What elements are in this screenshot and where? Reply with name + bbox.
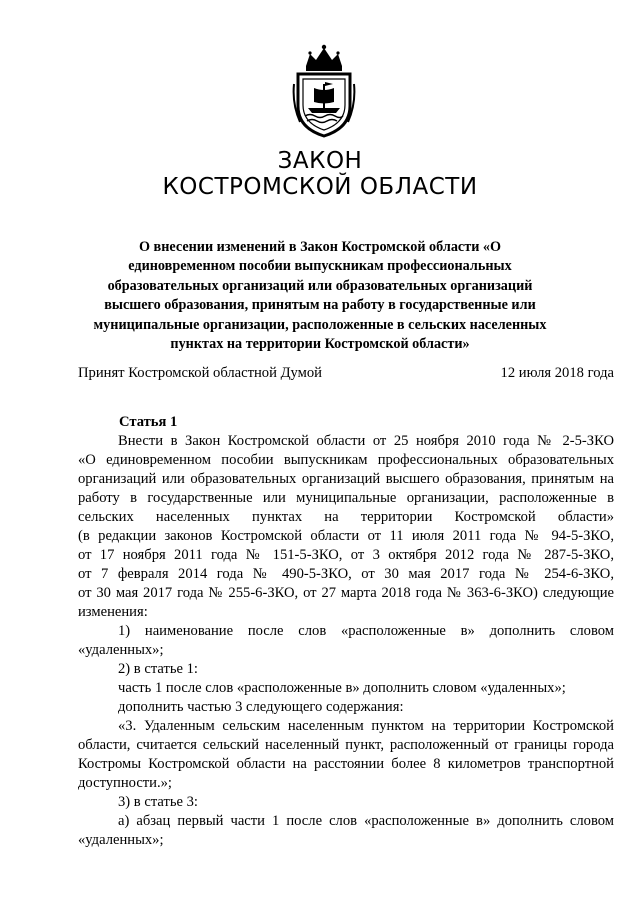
article-line: от 7 февраля 2014 года № 490-5-ЗКО, от 30 мая 2017 года № 254-6-ЗКО, [78,566,614,582]
item-2-quote-line: Костромы Костромской области на расстоянии более 8 километров транспортной [78,756,614,772]
region-title: КОСТРОМСКОЙ ОБЛАСТИ [162,174,478,200]
law-heading: О внесении изменений в Закон Костромской области «О единовременном пособии выпускникам профессиональных образовательных организаций или образовательных организаций высшего образования, принятым на работу в государственные или муниципальные организации, расположенные в сельских населенных пунктах на территории Костромской области» [93,239,547,353]
item-2-part-3-intro: дополнить частью 3 следующего содержания: [118,699,404,715]
article-1-title: Статья 1 [119,414,178,430]
item-3a-line: а) абзац первый части 1 после слов «расположенные в» дополнить словом [118,813,614,829]
document-type-title: ЗАКОН [277,148,363,174]
article-1-body [78,432,614,850]
acceptance-line [78,364,614,382]
article-line: от 17 ноября 2011 года № 151-5-ЗКО, от 3 октября 2012 года № 287-5-ЗКО, [78,547,614,563]
item-2-quote-line: «3. Удаленным сельским населенным пунктом на территории Костромской [118,718,614,734]
article-line: сельских населенных пунктах на территории Костромской области» [78,509,614,525]
article-line: от 30 мая 2017 года № 255-6-ЗКО, от 27 марта 2018 года № 363-6-ЗКО) следующие [78,585,614,601]
item-2-part-1: часть 1 после слов «расположенные в» дополнить словом «удаленных»; [118,680,566,696]
item-3a-line: «удаленных»; [78,832,164,848]
article-line: изменения: [78,604,148,620]
article-line: «О единовременном пособии выпускникам профессиональных образовательных [78,452,614,468]
article-line: (в редакции законов Костромской области от 11 июля 2011 года № 94-5-ЗКО, [78,528,614,544]
item-2-quote-line: доступности.»; [78,775,172,791]
item-1-line: «удаленных»; [78,642,164,658]
accepted-by: Принят Костромской областной Думой [78,365,322,381]
item-1-line: 1) наименование после слов «расположенные в» дополнить словом [118,623,614,639]
article-line: организаций или образовательных организаций высшего образования, принятым на [78,471,614,487]
coat-of-arms-emblem [292,44,356,140]
acceptance-date: 12 июля 2018 года [500,365,614,381]
item-2-quote-line: области, считается сельский населенный пункт, расположенный от границы города [78,737,614,753]
article-line: Внести в Закон Костромской области от 25 ноября 2010 года № 2-5-ЗКО [118,433,614,449]
item-2: 2) в статье 1: [118,661,198,677]
article-line: работу в государственные или муниципальные организации, расположенные в [78,490,614,506]
item-3: 3) в статье 3: [118,794,198,810]
